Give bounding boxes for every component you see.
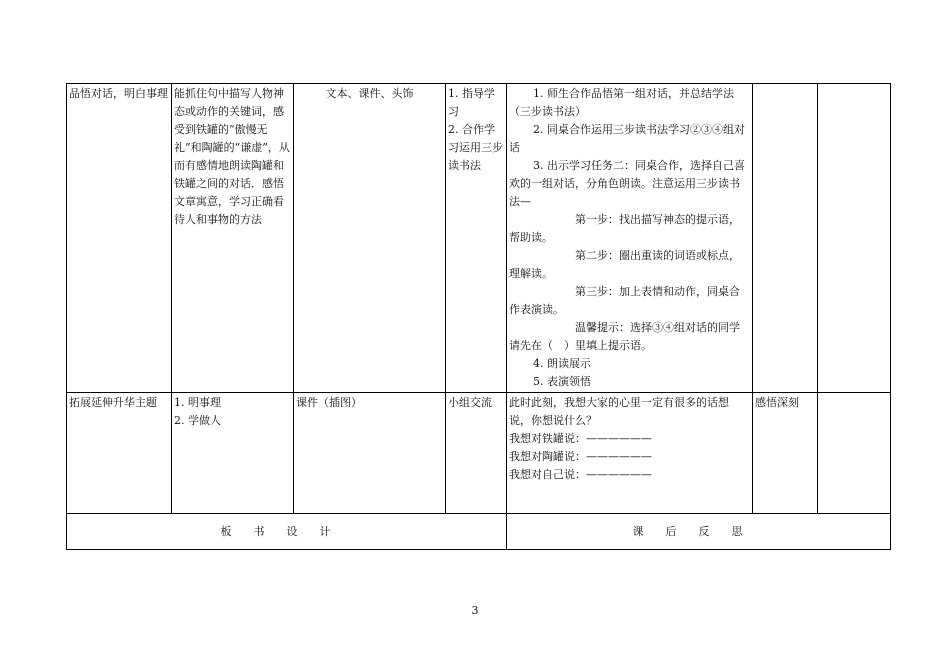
- table-row: [67, 514, 891, 550]
- activity-cell: 品悟对话，明白事理: [67, 84, 172, 393]
- process-line: 1. 师生合作品悟第一组对话，并总结学法（三步读书法）: [509, 87, 734, 118]
- board-design-cell: 板书设计: [67, 514, 507, 550]
- note-cell: [753, 84, 818, 393]
- process-line: 2. 同桌合作运用三步读书法学习②③④组对话: [509, 123, 745, 154]
- resources-cell: 课件（插图）: [294, 393, 446, 514]
- resources-cell: 文本、课件、头饰: [294, 84, 446, 393]
- goal-cell: [172, 393, 294, 514]
- goal-line: 1. 明事理: [174, 396, 221, 409]
- process-line: 第一步：找出描写神态的提示语，帮助读。: [509, 213, 740, 244]
- lesson-plan-table: [66, 83, 891, 550]
- table-row: [67, 393, 891, 514]
- process-line: 我想对陶罐说：——————: [509, 450, 652, 463]
- process-line: 我想对自己说：——————: [509, 468, 652, 481]
- method-cell: [446, 84, 507, 393]
- process-line: 温馨提示：选择③④组对话的同学请先在（ ）里填上提示语。: [509, 321, 740, 352]
- page-number: 3: [471, 604, 479, 617]
- note-cell: 感悟深刻: [753, 393, 818, 514]
- reflection-cell: 课后反思: [507, 514, 891, 550]
- empty-cell: [818, 84, 891, 393]
- empty-cell: [818, 393, 891, 514]
- process-line: 5. 表演领悟: [533, 375, 591, 388]
- table-row: [67, 84, 891, 393]
- goal-line: 2. 学做人: [174, 414, 221, 427]
- process-line: 第三步：加上表情和动作，同桌合作表演读。: [509, 285, 740, 316]
- activity-cell: 拓展延伸升华主题: [67, 393, 172, 514]
- method-line: 1. 指导学习: [448, 87, 495, 118]
- method-cell: 小组交流: [446, 393, 507, 514]
- process-line: 第二步：圈出重读的词语或标点，理解读。: [509, 249, 740, 280]
- process-line: 3. 出示学习任务二：同桌合作，选择自己喜欢的一组对话，分角色朗读。注意运用三步读书法—: [509, 159, 745, 208]
- process-line: 我想对铁罐说：——————: [509, 432, 652, 445]
- method-line: 2. 合作学习运用三步读书法: [448, 123, 503, 172]
- process-cell: [507, 84, 753, 393]
- goal-cell: 能抓住句中描写人物神态或动作的关键词，感受到铁罐的“傲慢无礼”和陶罐的“谦虚”，从而有感情地朗读陶罐和铁罐之间的对话．感悟文章寓意，学习正确看待人和事物的方法: [172, 84, 294, 393]
- process-line: 4. 朗读展示: [533, 357, 591, 370]
- process-line: 此时此刻，我想大家的心里一定有很多的话想说，你想说什么？: [509, 396, 729, 427]
- process-cell: [507, 393, 753, 514]
